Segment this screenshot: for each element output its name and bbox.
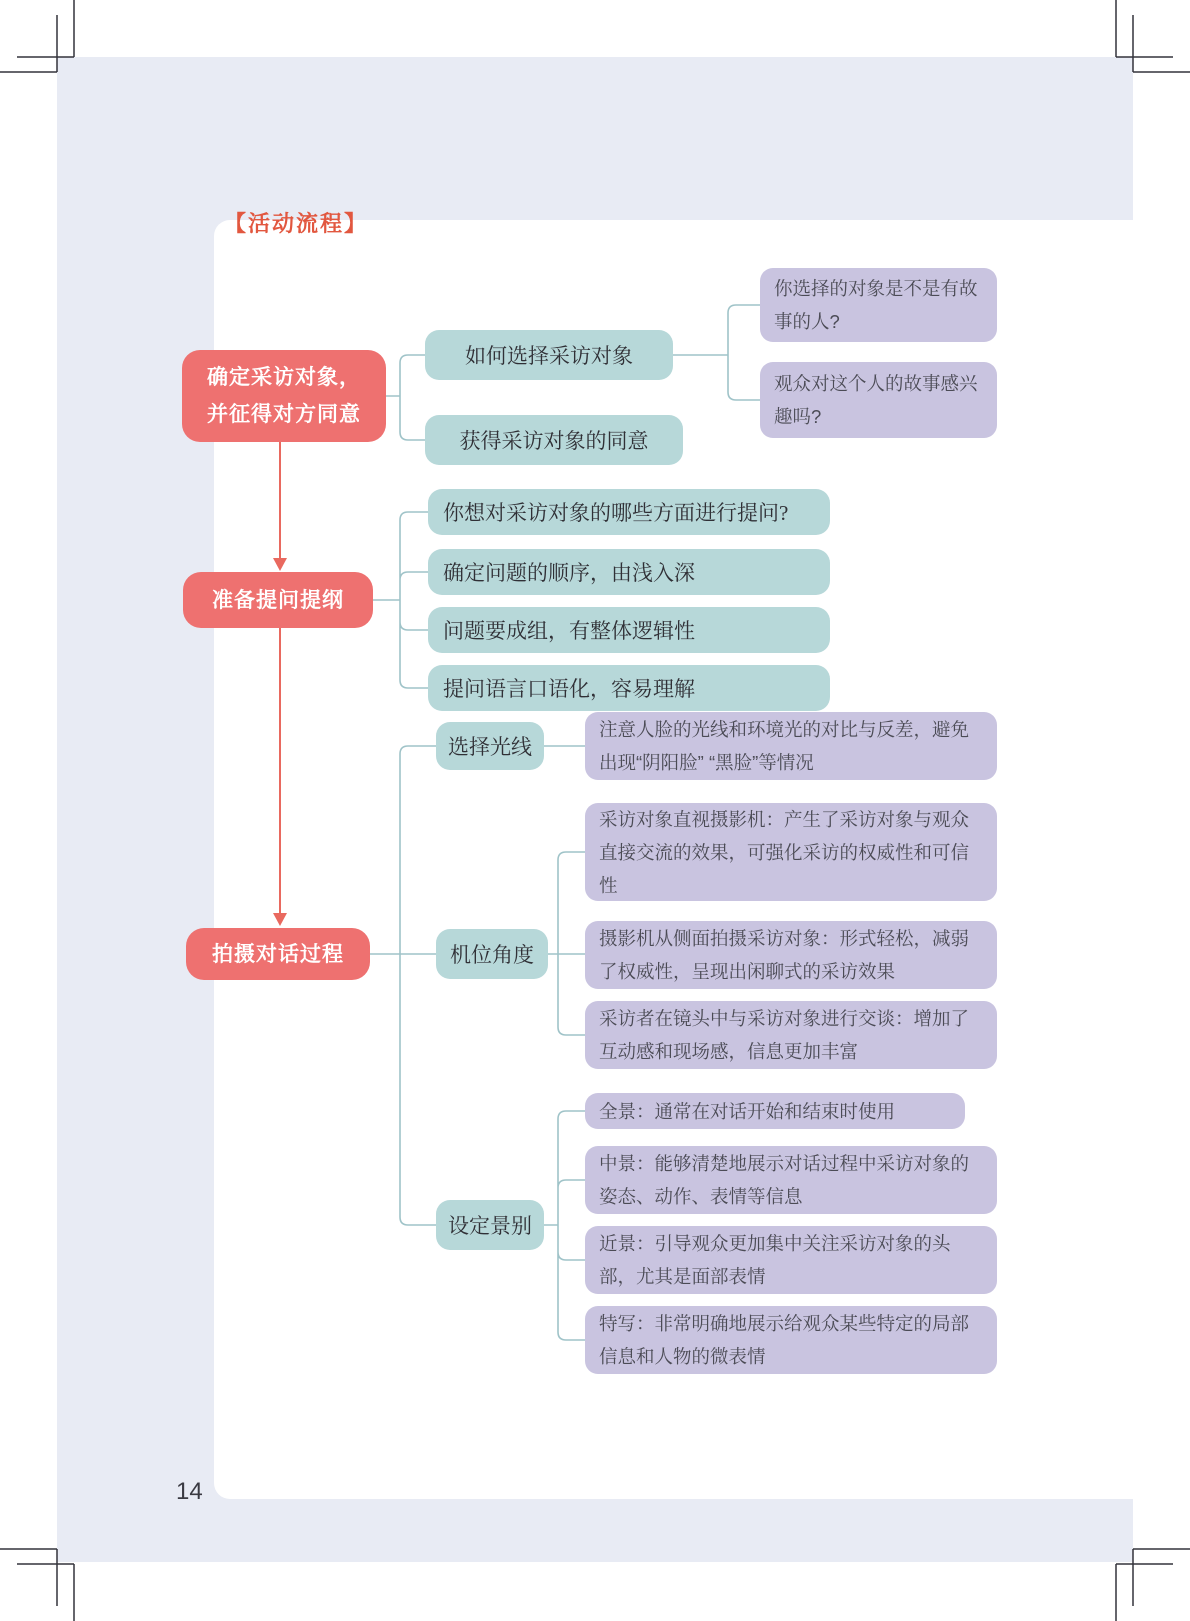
topic-box-which-aspects: 你想对采访对象的哪些方面进行提问? <box>428 489 830 535</box>
detail-box-interviewer-in-frame: 采访者在镜头中与采访对象进行交谈：增加了互动感和现场感，信息更加丰富 <box>585 1001 997 1069</box>
stage-box-film-dialogue: 拍摄对话过程 <box>186 928 370 980</box>
detail-box-side-shot: 摄影机从侧面拍摄采访对象：形式轻松，减弱了权威性，呈现出闲聊式的采访效果 <box>585 921 997 989</box>
detail-box-facing-camera: 采访对象直视摄影机：产生了采访对象与观众直接交流的效果，可强化采访的权威性和可信性 <box>585 803 997 901</box>
stage-box-prepare-outline: 准备提问提纲 <box>183 572 373 628</box>
page-number: 14 <box>176 1478 203 1505</box>
detail-box-audience-interest: 观众对这个人的故事感兴趣吗? <box>760 362 997 438</box>
topic-box-choose-light: 选择光线 <box>436 722 544 770</box>
stage-box-select-subject <box>182 350 386 442</box>
detail-box-has-story: 你选择的对象是不是有故事的人? <box>760 268 997 342</box>
section-title: 【活动流程】 <box>224 211 369 236</box>
topic-box-get-consent: 获得采访对象的同意 <box>425 415 683 465</box>
topic-box-camera-angle: 机位角度 <box>436 929 548 979</box>
detail-box-close-up: 特写：非常明确地展示给观众某些特定的局部信息和人物的微表情 <box>585 1306 997 1374</box>
topic-box-question-order: 确定问题的顺序，由浅入深 <box>428 549 830 595</box>
detail-box-light-contrast: 注意人脸的光线和环境光的对比与反差，避免出现“阴阳脸” “黑脸”等情况 <box>585 712 997 780</box>
detail-box-close-shot: 近景：引导观众更加集中关注采访对象的头部，尤其是面部表情 <box>585 1226 997 1294</box>
stage1-line1: 确定采访对象， <box>207 366 361 389</box>
detail-box-medium-shot: 中景：能够清楚地展示对话过程中采访对象的姿态、动作、表情等信息 <box>585 1146 997 1214</box>
topic-box-how-to-choose: 如何选择采访对象 <box>425 330 673 380</box>
topic-box-colloquial-language: 提问语言口语化，容易理解 <box>428 665 830 711</box>
stage1-line2: 并征得对方同意 <box>207 403 361 426</box>
detail-box-wide-shot: 全景：通常在对话开始和结束时使用 <box>585 1093 965 1129</box>
topic-box-shot-types: 设定景别 <box>436 1200 544 1250</box>
topic-box-question-groups: 问题要成组，有整体逻辑性 <box>428 607 830 653</box>
